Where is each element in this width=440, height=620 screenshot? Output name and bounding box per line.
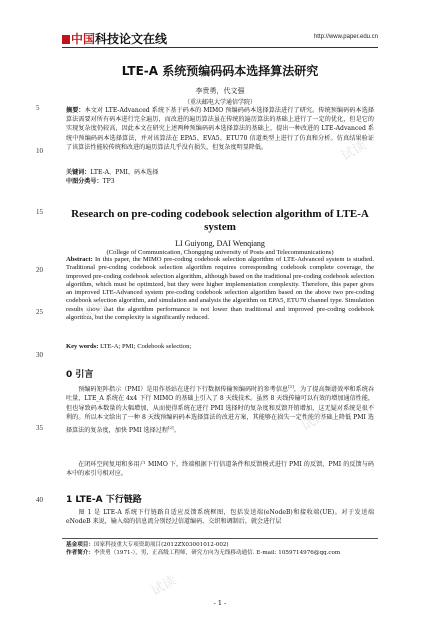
journal-logo: 中国科技论文在线 bbox=[62, 30, 167, 47]
watermark: 试读 bbox=[78, 298, 110, 325]
watermark: 试读 bbox=[148, 573, 180, 600]
line-number: 5 bbox=[36, 104, 40, 112]
line-number: 35 bbox=[36, 424, 43, 432]
abstract-label: 摘要： bbox=[66, 107, 85, 114]
clc-text: TP3 bbox=[102, 178, 115, 185]
footnote-fund: 基金项目：国家科技重大专项资助项目(2012ZX03001012-002) bbox=[66, 542, 229, 548]
abstract-text: In this paper, the MIMO pre-coding codebook selection algorithm of LTE-Advanced system is studied. Traditional pre-coding codebook selection algorithm requires corresponding codebook complete coverage, the improved pre-coding codebook selection algorithm, although based on the traditional pre-coding codebook selection algorithm, which must be optimized, but they were higher implementation complexity. Therefore, this paper gives an improved LTE-Advanced system pre-coding codebook selection algorithm based on the above two pre-coding codebook selection algorithm, and simulation and analysis the algorithm on EPA5, ETU70 channel type. Simulation results show that the algorithm performance is not lower than traditional and improved pre-coding codebook algorithm, but the complexity is significantly reduced. bbox=[66, 256, 374, 322]
watermark: 试读 bbox=[298, 408, 330, 435]
english-keywords bbox=[66, 343, 374, 350]
keywords-label: 关键词： bbox=[66, 169, 91, 176]
journal-header bbox=[62, 26, 378, 48]
footnote-author: 作者简介：李贵勇（1971-），男，正高级工程师，研究方向为无线移动通信. E-mail: 1059714976@qq.com bbox=[66, 550, 341, 556]
chinese-keywords bbox=[66, 168, 374, 177]
chinese-authors: 李贵勇，代文强 bbox=[195, 87, 245, 95]
chinese-title: LTE-A 系统预编码码本选择算法研究 bbox=[121, 64, 319, 78]
line-number: 20 bbox=[36, 266, 43, 274]
clc-label: 中图分类号： bbox=[66, 178, 103, 185]
header-rule bbox=[62, 47, 378, 48]
english-title: Research on pre-coding codebook selection algorithm of LTE-A system bbox=[71, 208, 369, 233]
citation-ref[interactable]: [2] bbox=[167, 424, 174, 430]
chinese-affiliation: （重庆邮电大学通信学院） bbox=[183, 99, 256, 106]
journal-url[interactable]: http://www.paper.edu.cn bbox=[313, 34, 378, 40]
english-abstract bbox=[66, 256, 374, 325]
intro-paragraph: 预编码矩阵指示（PMI）是用作基站在进行下行数据传输预编码时的参考信息[1]，为了提高频谱效率和系统吞吐量，LTE_A 系统在 4x4 下行 MIMO 的基础上引入了 8 天线技术。虽然 8 天线传输可以有效的增加通信性能，但也导致码本数量的大幅增加，从而使得系统在进行 PMI 选择时的复杂度和反馈开销增加，这无疑对系统是很不利的。所以本文给出了一种 8 天线预编码码本选择算法的改进方案，其能够在损失一定性能的基础上降低 PMI 选择算法的复杂度，加快 PMI 选择过程[2]。 bbox=[66, 384, 375, 434]
abstract-label: Abstract: bbox=[66, 256, 93, 263]
keywords-text: LTE-A、PMI、码本选择 bbox=[90, 169, 159, 176]
footnote-rule bbox=[62, 538, 378, 539]
english-affiliation: (College of Communication, Chongqing university of Posts and Telecommunications) bbox=[106, 249, 334, 256]
page-number: - 1 - bbox=[213, 599, 227, 607]
line-number: 30 bbox=[36, 351, 43, 359]
line-number: 40 bbox=[36, 496, 43, 504]
logo-mark-icon bbox=[62, 35, 70, 44]
chinese-abstract bbox=[66, 106, 374, 152]
citation-ref[interactable]: [1] bbox=[288, 384, 294, 389]
abstract-text: 本文对 LTE-Advanced 系统下基于码本的 MIMO 预编码码本选择算法进行了研究。传统预编码码本选择算法需要对所有码本进行完全遍历，而改进的遍历算法虽在传统的遍历算法的基础上进行了一定的优化，但是它的实现复杂度仍较高，因此本文在研究上述两种预编码码本选择算法的基础上，提出一种改进的 LTE-Advanced 系统中预编码码本选择算法，并对该算法在 EPA5、EVA5、ETU70 信道类型上进行了仿真和分析。仿真结果验证了该算法性能较传统和改进的遍历算法几乎没有损失，但复杂度明显降低。 bbox=[66, 107, 375, 151]
keywords-text: LTE-A; PMI; Codebook selection; bbox=[100, 343, 192, 350]
section-heading-lte-a-downlink: 1 LTE-A 下行链路 bbox=[66, 495, 142, 505]
section-heading-intro: 0 引言 bbox=[66, 370, 94, 380]
watermark: 试读 bbox=[338, 138, 370, 165]
keywords-label: Key words: bbox=[66, 343, 99, 350]
line-number: 10 bbox=[36, 147, 43, 155]
line-number: 15 bbox=[36, 208, 43, 216]
chinese-clc bbox=[66, 177, 374, 186]
english-authors: LI Guiyong, DAI Wenqiang bbox=[175, 239, 265, 248]
line-number: 25 bbox=[36, 308, 43, 316]
intro-paragraph-2: 在闭环空间复用和多用户 MIMO 下，终端根据下行信道条件和反馈模式进行 PMI 的反馈，PMI 的反馈与码本中的索引号相对应。 bbox=[66, 461, 374, 478]
downlink-paragraph: 图 1 是 LTE-A 系统下行链路自适应反馈系统框图，包括发送端(eNodeB)和接收端(UE)。对于发送端 eNodeB 来说，输入端的信息流分别经过信道编码、交织和调制后，就会进行层 bbox=[66, 509, 374, 526]
